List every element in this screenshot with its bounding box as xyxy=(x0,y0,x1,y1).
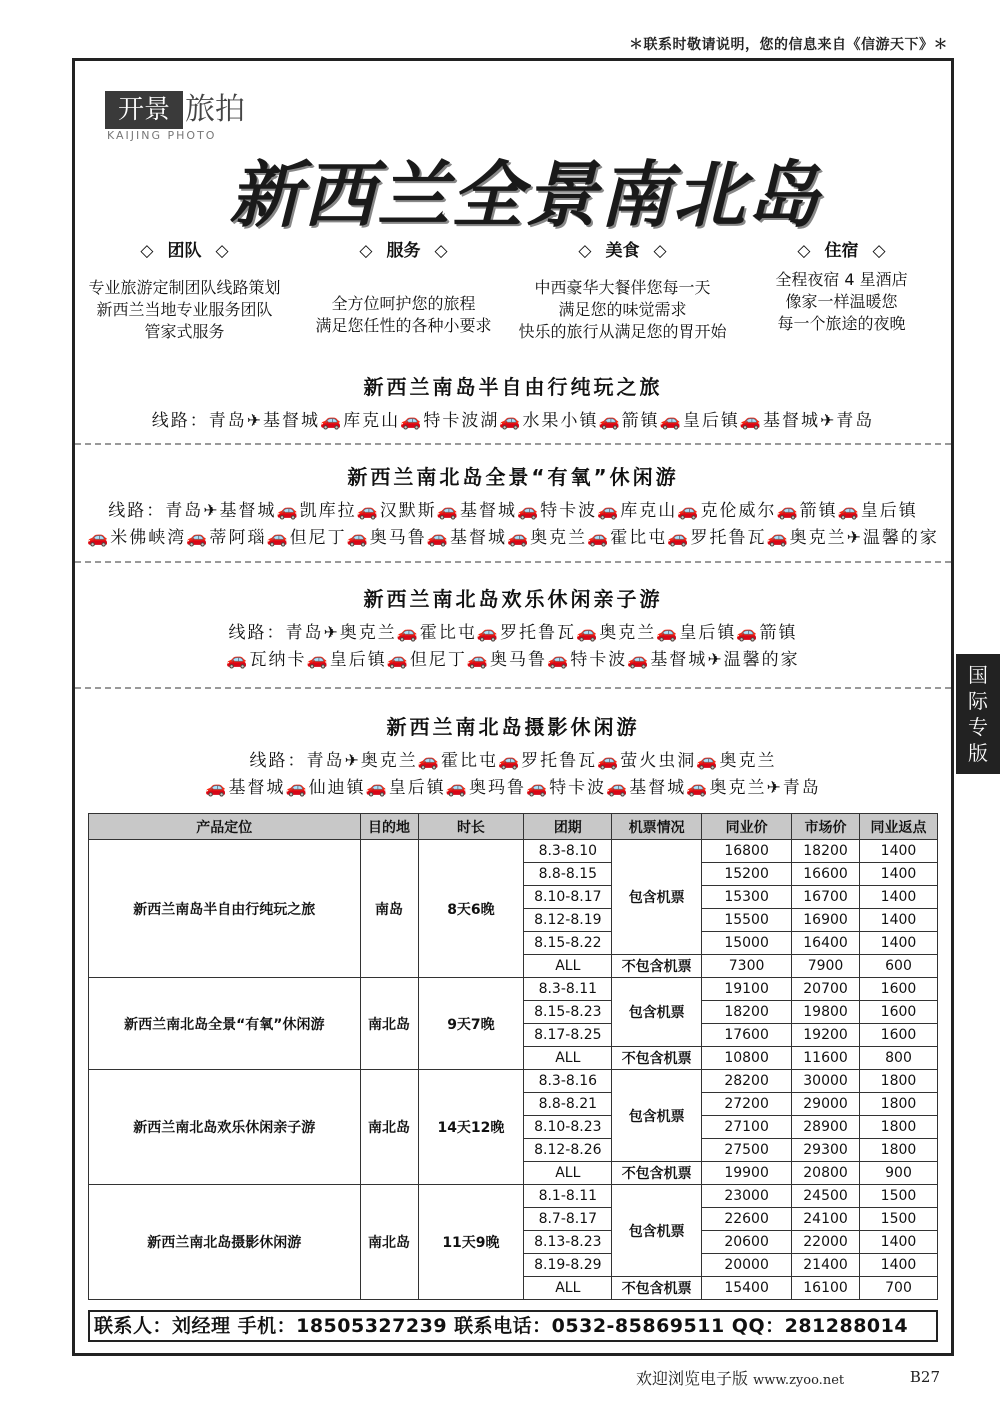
date-cell: 8.7-8.17 xyxy=(524,1208,612,1231)
table-row xyxy=(89,840,938,863)
rebate-cell: 900 xyxy=(860,1162,938,1185)
destination-cell: 南岛 xyxy=(360,840,418,978)
logo-subtitle: KAIJING PHOTO xyxy=(107,129,217,142)
col-header: 同业返点 xyxy=(860,814,938,840)
rebate-cell: 1600 xyxy=(860,978,938,1001)
duration-cell: 14天12晚 xyxy=(418,1070,524,1185)
duration-cell: 8天6晚 xyxy=(418,840,524,978)
market-price-cell: 30000 xyxy=(792,1070,860,1093)
table-row xyxy=(89,978,938,1001)
feature-food xyxy=(513,239,732,343)
date-cell: ALL xyxy=(524,955,612,978)
ticket-cell: 不包含机票 xyxy=(612,1047,702,1070)
market-price-cell: 29300 xyxy=(792,1139,860,1162)
feature-row xyxy=(75,239,951,349)
feature-line: 专业旅游定制团队线路策划 xyxy=(88,278,281,297)
section-tab-char: 版 xyxy=(968,741,988,765)
market-price-cell: 16400 xyxy=(792,932,860,955)
ticket-cell: 不包含机票 xyxy=(612,955,702,978)
diamond-icon: ◇ xyxy=(140,241,154,261)
rebate-cell: 1800 xyxy=(860,1093,938,1116)
date-cell: 8.12-8.19 xyxy=(524,909,612,932)
footer xyxy=(636,1366,844,1389)
section-tab-char: 专 xyxy=(968,715,988,739)
date-cell: ALL xyxy=(524,1047,612,1070)
rebate-cell: 700 xyxy=(860,1277,938,1300)
date-cell: 8.17-8.25 xyxy=(524,1024,612,1047)
price-table xyxy=(88,813,938,1300)
route-title: 新西兰南北岛摄影休闲游 xyxy=(386,715,640,739)
route-line: 线路：青岛✈基督城🚗库克山🚗特卡波湖🚗水果小镇🚗箭镇🚗皇后镇🚗基督城✈青岛 xyxy=(151,411,875,431)
rebate-cell: 1400 xyxy=(860,932,938,955)
trade-price-cell: 18200 xyxy=(702,1001,792,1024)
feature-title: 住宿 xyxy=(824,241,859,261)
trade-price-cell: 15300 xyxy=(702,886,792,909)
main-title: 新西兰全景南北岛 xyxy=(228,153,821,237)
duration-cell: 9天7晚 xyxy=(418,978,524,1070)
logo-box: 开景 xyxy=(105,91,183,129)
col-header: 产品定位 xyxy=(89,814,361,840)
dashed-divider xyxy=(75,561,951,563)
ad-frame xyxy=(72,58,954,1356)
route-family xyxy=(75,583,951,670)
trade-price-cell: 27100 xyxy=(702,1116,792,1139)
trade-price-cell: 23000 xyxy=(702,1185,792,1208)
feature-line: 全程夜宿 4 星酒店 xyxy=(775,270,908,289)
date-cell: 8.19-8.29 xyxy=(524,1254,612,1277)
trade-price-cell: 16800 xyxy=(702,840,792,863)
logo-text: 旅拍 xyxy=(185,92,245,127)
diamond-icon: ◇ xyxy=(359,241,373,261)
rebate-cell: 1500 xyxy=(860,1185,938,1208)
duration-cell: 11天9晚 xyxy=(418,1185,524,1300)
feature-line: 全方位呵护您的旅程 xyxy=(331,294,476,313)
brand-logo xyxy=(105,91,275,142)
rebate-cell: 1400 xyxy=(860,1254,938,1277)
destination-cell: 南北岛 xyxy=(360,978,418,1070)
date-cell: 8.1-8.11 xyxy=(524,1185,612,1208)
diamond-icon: ◇ xyxy=(797,241,811,261)
route-line: 线路：青岛✈奥克兰🚗霍比屯🚗罗托鲁瓦🚗奥克兰🚗皇后镇🚗箭镇 xyxy=(228,623,798,643)
table-row xyxy=(89,1185,938,1208)
rebate-cell: 800 xyxy=(860,1047,938,1070)
trade-price-cell: 27200 xyxy=(702,1093,792,1116)
market-price-cell: 22000 xyxy=(792,1231,860,1254)
diamond-icon: ◇ xyxy=(215,241,229,261)
rebate-cell: 1400 xyxy=(860,863,938,886)
feature-title: 团队 xyxy=(167,241,202,261)
feature-line: 每一个旅途的夜晚 xyxy=(777,314,906,333)
date-cell: 8.3-8.10 xyxy=(524,840,612,863)
col-header: 市场价 xyxy=(792,814,860,840)
market-price-cell: 20700 xyxy=(792,978,860,1001)
section-tab-char: 际 xyxy=(968,689,988,713)
diamond-icon: ◇ xyxy=(653,241,667,261)
rebate-cell: 600 xyxy=(860,955,938,978)
dashed-divider xyxy=(75,687,951,689)
trade-price-cell: 10800 xyxy=(702,1047,792,1070)
trade-price-cell: 15000 xyxy=(702,932,792,955)
ticket-cell: 不包含机票 xyxy=(612,1162,702,1185)
date-cell: 8.15-8.23 xyxy=(524,1001,612,1024)
product-cell: 新西兰南北岛欢乐休闲亲子游 xyxy=(89,1070,361,1185)
col-header: 目的地 xyxy=(360,814,418,840)
date-cell: ALL xyxy=(524,1162,612,1185)
trade-price-cell: 19900 xyxy=(702,1162,792,1185)
table-header-row xyxy=(89,814,938,840)
date-cell: 8.12-8.26 xyxy=(524,1139,612,1162)
market-price-cell: 11600 xyxy=(792,1047,860,1070)
route-line: 线路：青岛✈奥克兰🚗霍比屯🚗罗托鲁瓦🚗萤火虫洞🚗奥克兰 xyxy=(249,751,777,771)
ticket-cell: 不包含机票 xyxy=(612,1277,702,1300)
route-title: 新西兰南北岛全景“有氧”休闲游 xyxy=(347,465,679,489)
trade-price-cell: 22600 xyxy=(702,1208,792,1231)
section-tab xyxy=(956,654,1000,774)
rebate-cell: 1400 xyxy=(860,909,938,932)
market-price-cell: 16100 xyxy=(792,1277,860,1300)
trade-price-cell: 20600 xyxy=(702,1231,792,1254)
market-price-cell: 19200 xyxy=(792,1024,860,1047)
route-line: 🚗基督城🚗仙迪镇🚗皇后镇🚗奥玛鲁🚗特卡波🚗基督城🚗奥克兰✈青岛 xyxy=(205,778,821,798)
table-row xyxy=(89,1070,938,1093)
product-cell: 新西兰南岛半自由行纯玩之旅 xyxy=(89,840,361,978)
ticket-cell: 包含机票 xyxy=(612,978,702,1047)
date-cell: 8.8-8.21 xyxy=(524,1093,612,1116)
trade-price-cell: 28200 xyxy=(702,1070,792,1093)
trade-price-cell: 20000 xyxy=(702,1254,792,1277)
rebate-cell: 1400 xyxy=(860,886,938,909)
ticket-cell: 包含机票 xyxy=(612,840,702,955)
section-tab-char: 国 xyxy=(968,663,988,687)
rebate-cell: 1800 xyxy=(860,1070,938,1093)
rebate-cell: 1400 xyxy=(860,1231,938,1254)
date-cell: 8.13-8.23 xyxy=(524,1231,612,1254)
feature-team xyxy=(75,239,294,343)
market-price-cell: 19800 xyxy=(792,1001,860,1024)
route-line: 🚗米佛峡湾🚗蒂阿瑙🚗但尼丁🚗奥马鲁🚗基督城🚗奥克兰🚗霍比屯🚗罗托鲁瓦🚗奥克兰✈温馨的家 xyxy=(87,528,939,548)
trade-price-cell: 15400 xyxy=(702,1277,792,1300)
rebate-cell: 1500 xyxy=(860,1208,938,1231)
footer-text: 欢迎浏览电子版 xyxy=(636,1369,754,1388)
rebate-cell: 1800 xyxy=(860,1116,938,1139)
market-price-cell: 24100 xyxy=(792,1208,860,1231)
date-cell: 8.10-8.23 xyxy=(524,1116,612,1139)
trade-price-cell: 27500 xyxy=(702,1139,792,1162)
feature-line: 像家一样温暖您 xyxy=(785,292,898,311)
diamond-icon: ◇ xyxy=(578,241,592,261)
market-price-cell: 29000 xyxy=(792,1093,860,1116)
diamond-icon: ◇ xyxy=(434,241,448,261)
trade-price-cell: 15200 xyxy=(702,863,792,886)
destination-cell: 南北岛 xyxy=(360,1185,418,1300)
feature-line: 中西豪华大餐伴您每一天 xyxy=(534,278,711,297)
col-header: 团期 xyxy=(524,814,612,840)
feature-title: 美食 xyxy=(605,241,640,261)
market-price-cell: 7900 xyxy=(792,955,860,978)
feature-line: 满足您的味觉需求 xyxy=(558,300,687,319)
route-title: 新西兰南北岛欢乐休闲亲子游 xyxy=(363,587,663,611)
market-price-cell: 16600 xyxy=(792,863,860,886)
diamond-icon: ◇ xyxy=(872,241,886,261)
trade-price-cell: 7300 xyxy=(702,955,792,978)
route-title: 新西兰南岛半自由行纯玩之旅 xyxy=(363,375,663,399)
rebate-cell: 1400 xyxy=(860,840,938,863)
date-cell: 8.10-8.17 xyxy=(524,886,612,909)
route-oxygen xyxy=(75,461,951,548)
rebate-cell: 1600 xyxy=(860,1024,938,1047)
feature-line: 管家式服务 xyxy=(144,322,225,341)
trade-price-cell: 17600 xyxy=(702,1024,792,1047)
market-price-cell: 16700 xyxy=(792,886,860,909)
route-line: 线路：青岛✈基督城🚗凯库拉🚗汉默斯🚗基督城🚗特卡波🚗库克山🚗克伦威尔🚗箭镇🚗皇后镇 xyxy=(108,501,918,521)
feature-title: 服务 xyxy=(386,241,421,261)
route-south-island xyxy=(75,371,951,431)
trade-price-cell: 19100 xyxy=(702,978,792,1001)
dashed-divider xyxy=(75,443,951,445)
market-price-cell: 28900 xyxy=(792,1116,860,1139)
feature-lodging xyxy=(732,239,951,335)
contact-bar: 联系人：刘经理 手机：18505327239 联系电话：0532-85869511 QQ：281288014 xyxy=(88,1310,938,1342)
market-price-cell: 24500 xyxy=(792,1185,860,1208)
market-price-cell: 18200 xyxy=(792,840,860,863)
market-price-cell: 21400 xyxy=(792,1254,860,1277)
trade-price-cell: 15500 xyxy=(702,909,792,932)
feature-line: 快乐的旅行从满足您的胃开始 xyxy=(518,322,727,341)
date-cell: 8.8-8.15 xyxy=(524,863,612,886)
market-price-cell: 16900 xyxy=(792,909,860,932)
date-cell: 8.3-8.16 xyxy=(524,1070,612,1093)
rebate-cell: 1800 xyxy=(860,1139,938,1162)
ticket-cell: 包含机票 xyxy=(612,1070,702,1162)
route-line: 🚗瓦纳卡🚗皇后镇🚗但尼丁🚗奥马鲁🚗特卡波🚗基督城✈温馨的家 xyxy=(226,650,800,670)
route-photo xyxy=(75,711,951,798)
page-number: B27 xyxy=(909,1368,940,1386)
rebate-cell: 1600 xyxy=(860,1001,938,1024)
product-cell: 新西兰南北岛摄影休闲游 xyxy=(89,1185,361,1300)
product-cell: 新西兰南北岛全景“有氧”休闲游 xyxy=(89,978,361,1070)
col-header: 机票情况 xyxy=(612,814,702,840)
destination-cell: 南北岛 xyxy=(360,1070,418,1185)
feature-line: 新西兰当地专业服务团队 xyxy=(96,300,273,319)
date-cell: ALL xyxy=(524,1277,612,1300)
ticket-cell: 包含机票 xyxy=(612,1185,702,1277)
footer-url[interactable]: www.zyoo.net xyxy=(753,1373,845,1388)
date-cell: 8.3-8.11 xyxy=(524,978,612,1001)
col-header: 时长 xyxy=(418,814,524,840)
col-header: 同业价 xyxy=(702,814,792,840)
market-price-cell: 20800 xyxy=(792,1162,860,1185)
feature-service xyxy=(294,239,513,337)
source-note: ＊联系时敬请说明，您的信息来自《信游天下》＊ xyxy=(629,37,948,53)
date-cell: 8.15-8.22 xyxy=(524,932,612,955)
feature-line: 满足您任性的各种小要求 xyxy=(315,316,492,335)
